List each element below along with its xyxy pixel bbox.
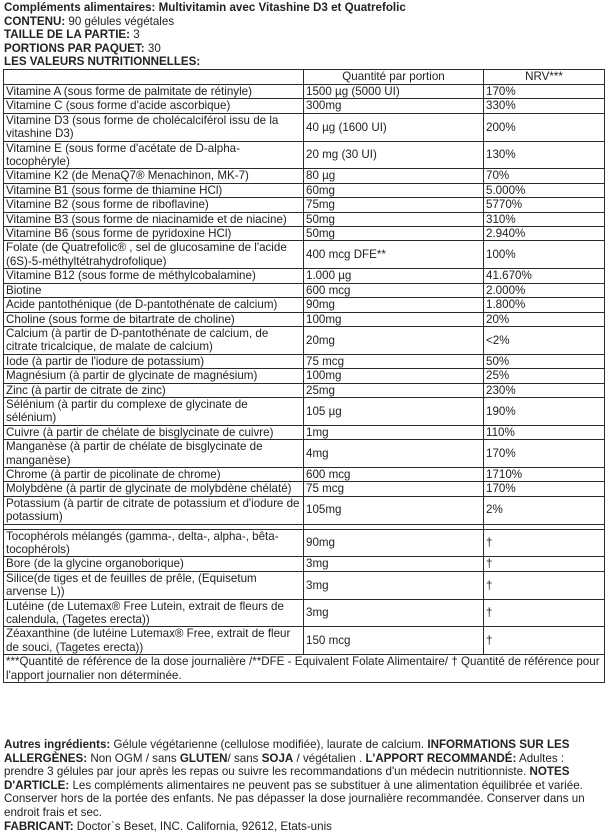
nutrient-name: Molybdène (à partir de glycinate de molybdène chélaté) (4, 482, 304, 496)
nutrient-amount: 300mg (304, 99, 484, 113)
nutrient-amount: 40 µg (1600 UI) (304, 113, 484, 141)
nutrient-name: Calcium (à partir de D-pantothénate de calcium, de citrate tricalcique, de malate de calcium) (4, 326, 304, 354)
allergens-text-2: / sans (227, 751, 262, 765)
servings-label: PORTIONS PAR PAQUET: (4, 41, 145, 55)
nutrient-amount: 3mg (304, 599, 484, 627)
other-nutrient-rows (4, 529, 605, 655)
nutrient-nrv: † (484, 571, 605, 599)
table-row (4, 397, 605, 425)
table-row (4, 283, 605, 297)
nutrient-name: Silice(de tiges et de feuilles de prêle, (Equisetum arvense L)) (4, 571, 304, 599)
table-row (4, 169, 605, 183)
nutrient-nrv: 50% (484, 354, 605, 368)
nutrient-nrv: 170% (484, 85, 605, 99)
nutrient-amount: 50mg (304, 227, 484, 241)
nutrient-nrv: 170% (484, 482, 605, 496)
nutrient-amount: 60mg (304, 183, 484, 197)
nutrient-amount: 20mg (304, 326, 484, 354)
recommended-text: Adultes : prendre 3 gélules par jour après les repas ou suivre les recommandations d'un médecin nutritionniste. (4, 751, 565, 779)
nutrient-nrv: 310% (484, 212, 605, 226)
nutrient-nrv: <2% (484, 326, 605, 354)
nutrient-amount: 90mg (304, 529, 484, 557)
nutrient-nrv: 2% (484, 496, 605, 524)
nutrient-amount: 600 mcg (304, 283, 484, 297)
nutrient-nrv: 5.000% (484, 183, 605, 197)
table-footnote: ***Quantité de référence de la dose journalière /**DFE - Equivalent Folate Alimentaire/ † Quantité de référence pour l'apport journalier non déterminée. (4, 655, 605, 683)
nutrient-name: Vitamine B6 (sous forme de pyridoxine HCl) (4, 227, 304, 241)
nutrient-nrv: 5770% (484, 198, 605, 212)
table-header-row (4, 70, 605, 85)
table-row (4, 326, 605, 354)
nutrient-nrv: 200% (484, 113, 605, 141)
nutrient-nrv: 190% (484, 397, 605, 425)
table-row (4, 571, 605, 599)
nutrient-nrv: 330% (484, 99, 605, 113)
nutrient-name: Choline (sous forme de bitartrate de choline) (4, 312, 304, 326)
ingredients-label: Autres ingrédients: (4, 738, 111, 751)
nutrient-name: Vitamine B3 (sous forme de niacinamide et de niacine) (4, 212, 304, 226)
table-row (4, 383, 605, 397)
nutrient-nrv: 230% (484, 383, 605, 397)
nutrient-name: Vitamine B12 (sous forme de méthylcobalamine) (4, 269, 304, 283)
table-row (4, 425, 605, 439)
servings-line (4, 42, 605, 56)
nutrient-nrv: 130% (484, 141, 605, 169)
nutrient-name: Bore (de la glycine organoborique) (4, 557, 304, 571)
nutrient-name: Vitamine E (sous forme d'acétate de D-alpha-tocophéryle) (4, 141, 304, 169)
nutrient-name: Vitamine K2 (de MenaQ7® Menachinon, MK-7) (4, 169, 304, 183)
serving-size-value: 3 (133, 28, 140, 42)
nutrient-amount: 90mg (304, 298, 484, 312)
product-info (4, 738, 605, 833)
product-header (4, 1, 605, 69)
nutrient-name: Zéaxanthine (de lutéine Lutemax® Free, extrait de fleur de souci, (Tagetes erecta)) (4, 627, 304, 655)
nutrient-name: Folate (de Quatrefolic® , sel de glucosamine de l'acide (6S)-5-méthyltétrahydrofolique) (4, 241, 304, 269)
nutrient-name: Biotine (4, 283, 304, 297)
table-row (4, 85, 605, 99)
nutrient-amount: 105 µg (304, 397, 484, 425)
nutrient-amount: 20 mg (30 UI) (304, 141, 484, 169)
recommended-label: L'APPORT RECOMMANDÉ: (365, 751, 517, 765)
table-row (4, 113, 605, 141)
table-row (4, 227, 605, 241)
soja-label: SOJA (261, 751, 294, 765)
table-row (4, 482, 605, 496)
serving-size-line (4, 28, 605, 42)
nutrient-nrv: 2.940% (484, 227, 605, 241)
header-amount: Quantité par portion (304, 70, 484, 85)
table-row (4, 212, 605, 226)
nutrient-nrv: 70% (484, 169, 605, 183)
nutrient-name: Lutéine (de Lutemax® Free Lutein, extrait de fleurs de calendula, (Tagetes erecta)) (4, 599, 304, 627)
footnote-row (4, 655, 605, 683)
nutrient-name: Vitamine C (sous forme d'acide ascorbique) (4, 99, 304, 113)
nutrient-name: Manganèse (à partir de chélate de bisglycinate de manganèse) (4, 440, 304, 468)
nutrient-amount: 25mg (304, 383, 484, 397)
nutrition-values-label: LES VALEURS NUTRITIONNELLES: (4, 55, 201, 69)
table-row (4, 183, 605, 197)
nutrient-nrv: † (484, 557, 605, 571)
allergens-label: INFORMATIONS SUR LES ALLERGÈNES: (4, 738, 570, 765)
table-row (4, 529, 605, 557)
gluten-label: GLUTEN (179, 751, 228, 765)
nutrient-nrv: 170% (484, 440, 605, 468)
nutrient-nrv: † (484, 529, 605, 557)
allergens-text-1: Non OGM / sans (87, 751, 180, 765)
nutrient-name: Magnésium (à partir de glycinate de magnésium) (4, 369, 304, 383)
nutrient-name: Acide pantothénique (de D-pantothénate de calcium) (4, 298, 304, 312)
table-row (4, 440, 605, 468)
header-nrv: NRV*** (484, 70, 605, 85)
serving-size-label: TAILLE DE LA PARTIE: (4, 28, 131, 42)
nutrient-name: Iode (à partir de l'iodure de potassium) (4, 354, 304, 368)
table-row (4, 369, 605, 383)
servings-value: 30 (147, 41, 161, 55)
nutrient-amount: 1mg (304, 425, 484, 439)
nutrient-name: Vitamine B1 (sous forme de thiamine HCl) (4, 183, 304, 197)
nutrient-rows (4, 85, 605, 525)
nutrient-nrv: 41.670% (484, 269, 605, 283)
nutrient-amount: 75mg (304, 198, 484, 212)
nutrient-amount: 3mg (304, 557, 484, 571)
nutrient-amount: 100mg (304, 369, 484, 383)
content-label: CONTENU: (4, 14, 66, 28)
manufacturer-label: FABRICANT: (4, 819, 74, 833)
table-row (4, 241, 605, 269)
nutrient-name: Tocophérols mélangés (gamma-, delta-, alpha-, bêta-tocophérols) (4, 529, 304, 557)
manufacturer-text: Doctor`s Beset, INC. California, 92612, Etats-unis (73, 819, 332, 833)
nutrient-nrv: † (484, 599, 605, 627)
table-row (4, 99, 605, 113)
table-row (4, 198, 605, 212)
nutrient-amount: 150 mcg (304, 627, 484, 655)
nutrient-name: Zinc (à partir de citrate de zinc) (4, 383, 304, 397)
nutrient-amount: 4mg (304, 440, 484, 468)
nutrient-name: Cuivre (à partir de chélate de bisglycinate de cuivre) (4, 425, 304, 439)
nutrient-name: Potassium (à partir de citrate de potassium et d'iodure de potassium) (4, 496, 304, 524)
nutrient-nrv: 20% (484, 312, 605, 326)
table-row (4, 354, 605, 368)
table-row (4, 627, 605, 655)
nutrient-amount: 75 mcg (304, 482, 484, 496)
table-row (4, 599, 605, 627)
nutrient-name: Sélénium (à partir du complexe de glycinate de sélénium) (4, 397, 304, 425)
nutrient-amount: 3mg (304, 571, 484, 599)
nutrient-nrv: † (484, 627, 605, 655)
nutrient-amount: 100mg (304, 312, 484, 326)
notes-text: Les compléments alimentaires ne peuvent pas se substituer à une alimentation équilibrée et variée. Conserver hors de la portée des enfants. Ne pas dépasser la dose journalière recommandée. Conserver dans un endroit frais et sec. (4, 778, 585, 819)
nutrient-nrv: 2.000% (484, 283, 605, 297)
table-row (4, 269, 605, 283)
table-row (4, 298, 605, 312)
nutrient-amount: 600 mcg (304, 467, 484, 481)
nutrient-amount: 50mg (304, 212, 484, 226)
ingredients-text: Gélule végétarienne (cellulose modifiée), laurate de calcium. (110, 738, 428, 751)
allergens-text-3: / végétalien . (293, 751, 366, 765)
nutrient-amount: 1.000 µg (304, 269, 484, 283)
nutrient-nrv: 1710% (484, 467, 605, 481)
content-line (4, 15, 605, 29)
nutrient-name: Vitamine A (sous forme de palmitate de rétinyle) (4, 85, 304, 99)
content-value: 90 gélules végétales (68, 14, 175, 28)
notes-label: NOTES D'ARTICLE: (4, 765, 570, 792)
nutrient-nrv: 100% (484, 241, 605, 269)
nutrition-table (3, 69, 605, 683)
nutrient-nrv: 1.800% (484, 298, 605, 312)
nutrient-amount: 1500 µg (5000 UI) (304, 85, 484, 99)
nutrient-name: Chrome (à partir de picolinate de chrome) (4, 467, 304, 481)
nutrient-nrv: 110% (484, 425, 605, 439)
product-title: Compléments alimentaires: Multivitamin avec Vitashine D3 et Quatrefolic (4, 1, 406, 14)
nutrient-amount: 105mg (304, 496, 484, 524)
table-row (4, 557, 605, 571)
nutrient-name: Vitamine B2 (sous forme de riboflavine) (4, 198, 304, 212)
table-row (4, 141, 605, 169)
nutrient-amount: 400 mcg DFE** (304, 241, 484, 269)
nutrient-name: Vitamine D3 (sous forme de cholécalciférol issu de la vitashine D3) (4, 113, 304, 141)
table-row (4, 312, 605, 326)
header-name-cell (4, 70, 304, 85)
nutrient-nrv: 25% (484, 369, 605, 383)
nutrient-amount: 75 mcg (304, 354, 484, 368)
nutrient-amount: 80 µg (304, 169, 484, 183)
table-row (4, 467, 605, 481)
table-row (4, 496, 605, 524)
